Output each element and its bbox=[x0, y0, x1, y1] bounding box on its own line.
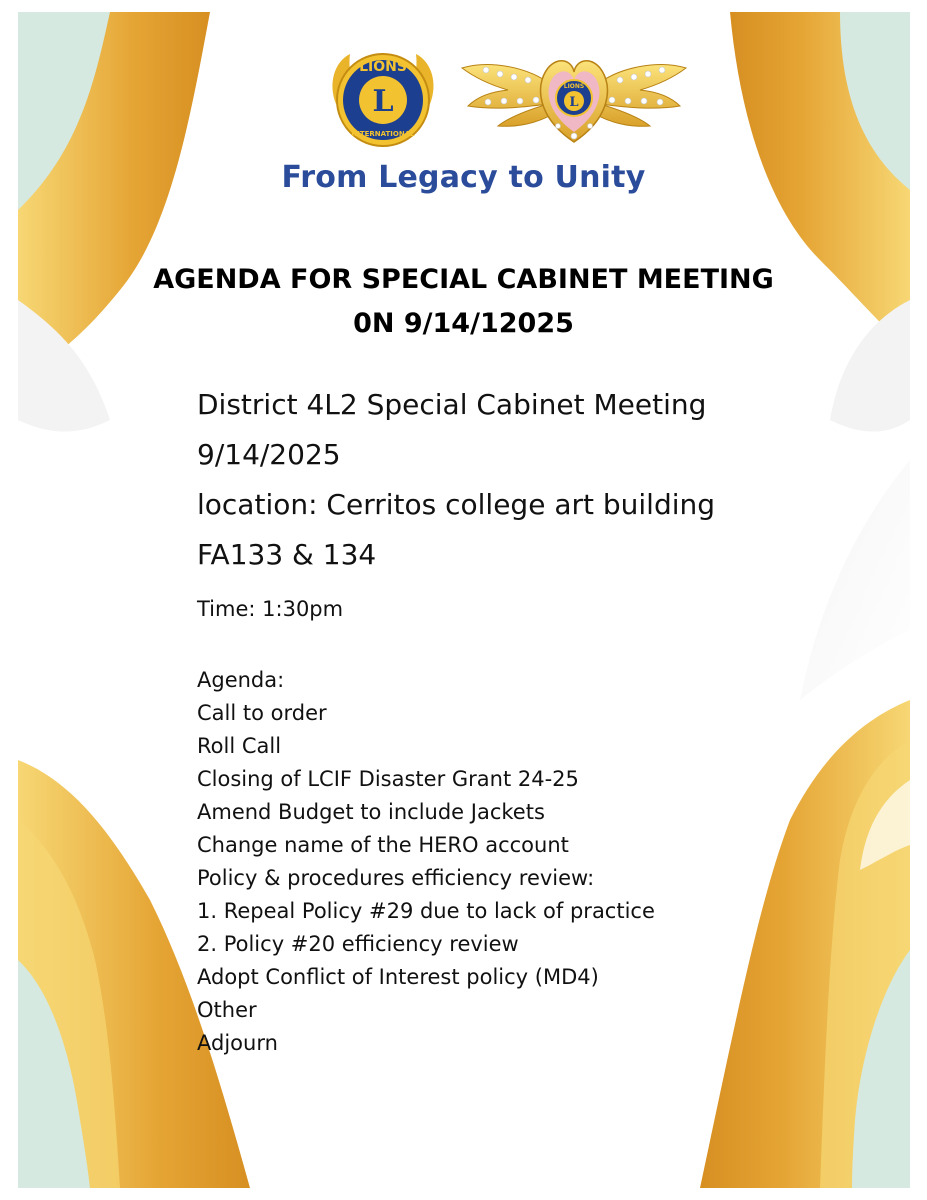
lions-logo-letter: L bbox=[372, 84, 394, 119]
agenda-item: Adjourn bbox=[197, 1031, 278, 1055]
agenda-item: Closing of LCIF Disaster Grant 24-25 bbox=[197, 767, 579, 791]
lions-logo-bottom-text: INTERNATIONAL bbox=[351, 130, 415, 138]
agenda-item: 2. Policy #20 efficiency review bbox=[197, 932, 519, 956]
pin-logo-top-text: LIONS bbox=[563, 83, 585, 90]
agenda-heading: Agenda: bbox=[197, 668, 285, 692]
meeting-room: FA133 & 134 bbox=[197, 538, 377, 571]
heart-wings-pin-logo bbox=[458, 46, 690, 148]
pin-logo-letter: L bbox=[569, 95, 579, 110]
lions-logo-top-text: LIONS bbox=[359, 59, 407, 75]
tagline: From Legacy to Unity bbox=[281, 160, 646, 195]
meeting-name: District 4L2 Special Cabinet Meeting bbox=[197, 388, 707, 421]
meeting-time: Time: 1:30pm bbox=[197, 597, 344, 621]
agenda-item: Change name of the HERO account bbox=[197, 833, 569, 857]
agenda-list bbox=[197, 664, 847, 1060]
meeting-date: 9/14/2025 bbox=[197, 438, 341, 471]
meeting-details bbox=[197, 380, 847, 580]
page-title bbox=[60, 258, 867, 346]
title-line: 0N 9/14/12025 bbox=[353, 308, 574, 339]
agenda-item: 1. Repeal Policy #29 due to lack of practice bbox=[197, 899, 655, 923]
agenda-item: Call to order bbox=[197, 701, 327, 725]
title-line: AGENDA FOR SPECIAL CABINET MEETING bbox=[153, 264, 774, 295]
agenda-item: Roll Call bbox=[197, 734, 282, 758]
meeting-location: location: Cerritos college art building bbox=[197, 488, 716, 521]
agenda-item: Other bbox=[197, 998, 257, 1022]
agenda-item: Amend Budget to include Jackets bbox=[197, 800, 545, 824]
lions-international-logo bbox=[326, 44, 440, 156]
agenda-item: Adopt Conflict of Interest policy (MD4) bbox=[197, 965, 599, 989]
agenda-item: Policy & procedures efficiency review: bbox=[197, 866, 595, 890]
